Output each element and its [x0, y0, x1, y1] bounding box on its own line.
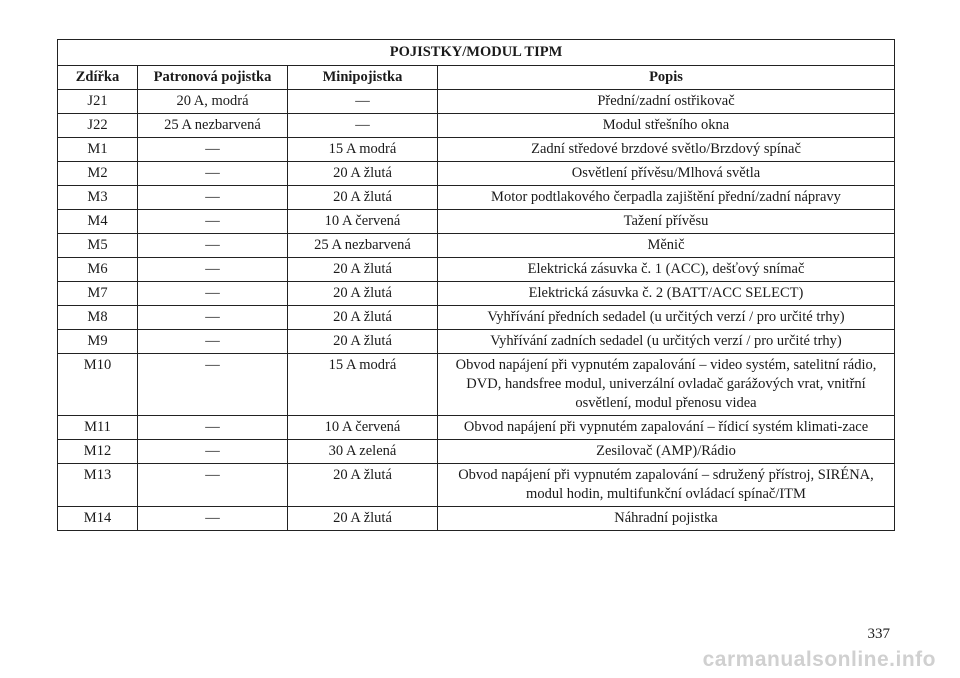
fuse-table: [57, 39, 895, 531]
table-body: [58, 90, 895, 531]
cell-description: Vyhřívání zadních sedadel (u určitých verzí / pro určité trhy): [438, 330, 895, 354]
cell-mini-fuse: 20 A žlutá: [288, 258, 438, 282]
cell-cartridge-fuse: —: [138, 507, 288, 531]
cell-mini-fuse: 20 A žlutá: [288, 162, 438, 186]
table-row: [58, 258, 895, 282]
cell-mini-fuse: 20 A žlutá: [288, 464, 438, 507]
cell-cavity: M13: [58, 464, 138, 507]
cell-cartridge-fuse: —: [138, 330, 288, 354]
table-row: [58, 114, 895, 138]
cell-cartridge-fuse: —: [138, 234, 288, 258]
table-row: [58, 234, 895, 258]
table-row: [58, 138, 895, 162]
table-row: [58, 210, 895, 234]
cell-cartridge-fuse: —: [138, 258, 288, 282]
cell-description: Přední/zadní ostřikovač: [438, 90, 895, 114]
header-description: Popis: [438, 66, 895, 90]
cell-description: Motor podtlakového čerpadla zajištění přední/zadní nápravy: [438, 186, 895, 210]
cell-cavity: M11: [58, 416, 138, 440]
cell-mini-fuse: —: [288, 90, 438, 114]
cell-mini-fuse: 20 A žlutá: [288, 186, 438, 210]
cell-mini-fuse: 30 A zelená: [288, 440, 438, 464]
table-row: [58, 90, 895, 114]
cell-cavity: M7: [58, 282, 138, 306]
table-row: [58, 186, 895, 210]
table-title-row: [58, 40, 895, 66]
header-cavity: Zdířka: [58, 66, 138, 90]
cell-cavity: M2: [58, 162, 138, 186]
cell-cavity: M9: [58, 330, 138, 354]
table-title: POJISTKY/MODUL TIPM: [58, 40, 895, 66]
cell-cavity: M1: [58, 138, 138, 162]
table-row: [58, 416, 895, 440]
cell-cavity: M14: [58, 507, 138, 531]
cell-cartridge-fuse: —: [138, 282, 288, 306]
cell-mini-fuse: 10 A červená: [288, 416, 438, 440]
cell-description: Elektrická zásuvka č. 1 (ACC), dešťový snímač: [438, 258, 895, 282]
cell-cavity: M3: [58, 186, 138, 210]
header-cartridge-fuse: Patronová pojistka: [138, 66, 288, 90]
cell-cartridge-fuse: —: [138, 210, 288, 234]
cell-cartridge-fuse: —: [138, 306, 288, 330]
cell-description: Měnič: [438, 234, 895, 258]
table-row: [58, 330, 895, 354]
cell-cavity: J22: [58, 114, 138, 138]
cell-cartridge-fuse: —: [138, 162, 288, 186]
watermark: carmanualsonline.info: [702, 648, 936, 671]
cell-mini-fuse: 20 A žlutá: [288, 330, 438, 354]
cell-cavity: M6: [58, 258, 138, 282]
table-row: [58, 282, 895, 306]
cell-description: Zesilovač (AMP)/Rádio: [438, 440, 895, 464]
cell-cartridge-fuse: —: [138, 440, 288, 464]
page-number: 337: [867, 626, 890, 642]
cell-cavity: J21: [58, 90, 138, 114]
cell-cavity: M5: [58, 234, 138, 258]
cell-mini-fuse: 10 A červená: [288, 210, 438, 234]
cell-description: Obvod napájení při vypnutém zapalování – sdružený přístroj, SIRÉNA, modul hodin, multifunkční ovládací spínač/ITM: [438, 464, 895, 507]
cell-cartridge-fuse: —: [138, 186, 288, 210]
cell-description: Osvětlení přívěsu/Mlhová světla: [438, 162, 895, 186]
cell-description: Tažení přívěsu: [438, 210, 895, 234]
table-header-row: [58, 66, 895, 90]
table-row: [58, 464, 895, 507]
header-mini-fuse: Minipojistka: [288, 66, 438, 90]
cell-description: Vyhřívání předních sedadel (u určitých verzí / pro určité trhy): [438, 306, 895, 330]
cell-description: Obvod napájení při vypnutém zapalování – video systém, satelitní rádio, DVD, handsfree modul, univerzální ovladač garážových vrat, vnitřní osvětlení, modul přenosu videa: [438, 354, 895, 416]
cell-mini-fuse: 20 A žlutá: [288, 282, 438, 306]
table-row: [58, 162, 895, 186]
table-row: [58, 354, 895, 416]
cell-cavity: M8: [58, 306, 138, 330]
cell-mini-fuse: 15 A modrá: [288, 138, 438, 162]
cell-cartridge-fuse: 20 A, modrá: [138, 90, 288, 114]
table-row: [58, 507, 895, 531]
table-row: [58, 440, 895, 464]
cell-mini-fuse: 20 A žlutá: [288, 306, 438, 330]
cell-mini-fuse: 25 A nezbarvená: [288, 234, 438, 258]
cell-cartridge-fuse: —: [138, 416, 288, 440]
cell-description: Náhradní pojistka: [438, 507, 895, 531]
table-row: [58, 306, 895, 330]
cell-mini-fuse: 20 A žlutá: [288, 507, 438, 531]
cell-cartridge-fuse: 25 A nezbarvená: [138, 114, 288, 138]
cell-cartridge-fuse: —: [138, 138, 288, 162]
cell-cavity: M4: [58, 210, 138, 234]
cell-cartridge-fuse: —: [138, 464, 288, 507]
cell-mini-fuse: 15 A modrá: [288, 354, 438, 416]
cell-description: Modul střešního okna: [438, 114, 895, 138]
cell-description: Elektrická zásuvka č. 2 (BATT/ACC SELECT): [438, 282, 895, 306]
cell-cavity: M12: [58, 440, 138, 464]
cell-cartridge-fuse: —: [138, 354, 288, 416]
cell-cavity: M10: [58, 354, 138, 416]
cell-description: Obvod napájení při vypnutém zapalování – řídicí systém klimati-zace: [438, 416, 895, 440]
cell-description: Zadní středové brzdové světlo/Brzdový spínač: [438, 138, 895, 162]
cell-mini-fuse: —: [288, 114, 438, 138]
